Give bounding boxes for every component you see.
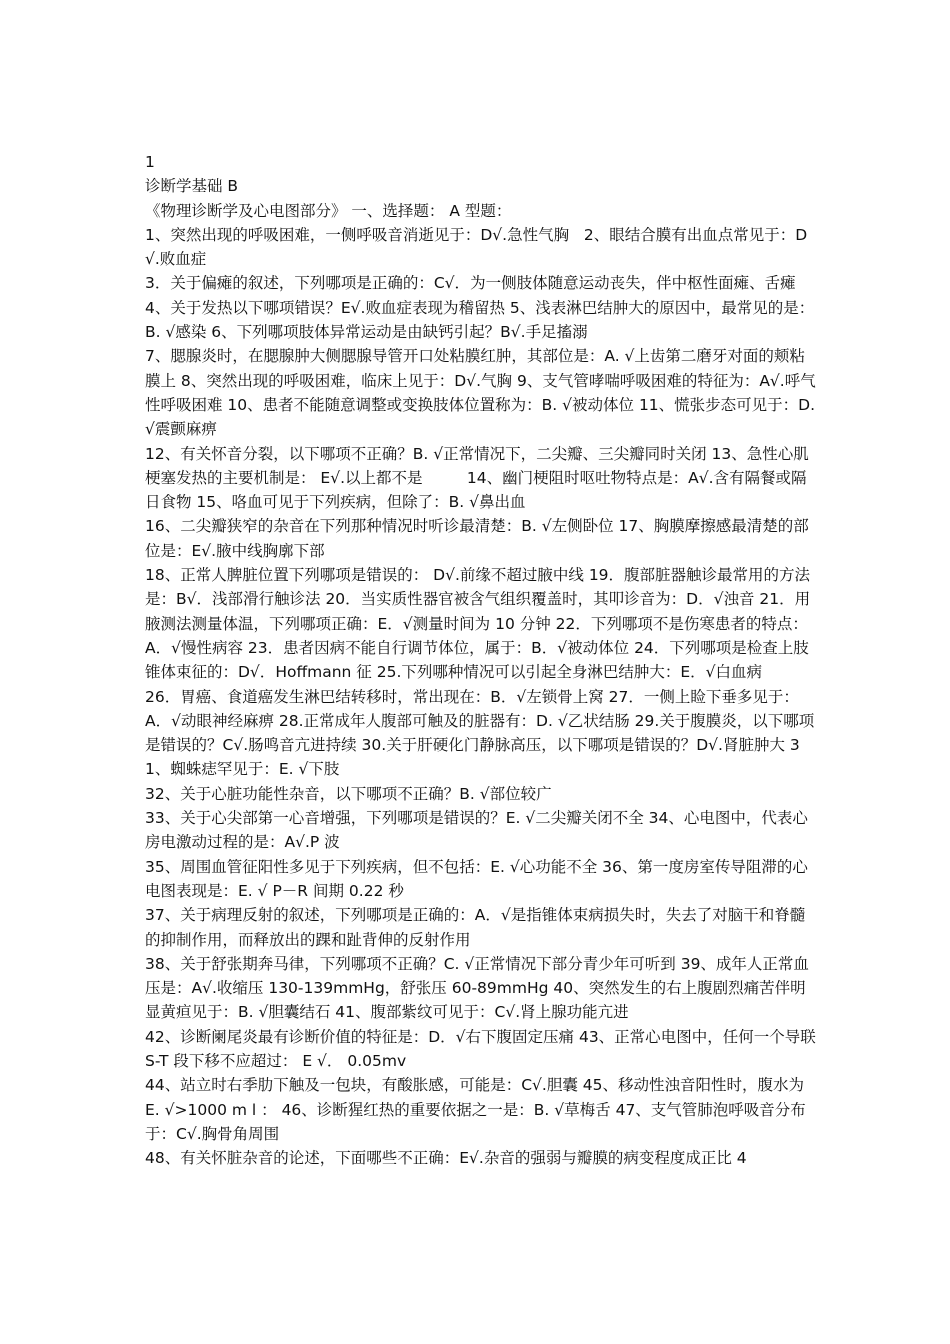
document-title: 诊断学基础 B: [145, 177, 239, 196]
paragraph: 26．胃癌、食道癌发生淋巴结转移时，常出现在：B．√左锁骨上窝 27．一侧上睑下垂多见于：A．√动眼神经麻痹 28.正常成年人腹部可触及的脏器有：D. √乙状结肠 29.关于腹膜炎，以下哪项是错误的？C√.肠鸣音亢进持续 30.关于肝硬化门静脉高压，以下哪项是错误的？D√.肾脏肿大 31、蜘蛛痣罕见于：E. √下肢: [145, 687, 815, 779]
paragraph: 32、关于心脏功能性杂音，以下哪项不正确？B. √部位较广: [145, 784, 552, 803]
paragraph: 18、正常人脾脏位置下列哪项是错误的： D√.前缘不超过腋中线 19．腹部脏器触诊最常用的方法是：B√．浅部滑行触诊法 20．当实质性器官被含气组织覆盖时，其叩诊音为：D．√浊音 21．用腋测法测量体温，下列哪项正确：E．√测量时间为 10 分钟 22．下列哪项不是伤寒患者的特点：A．√慢性病容 23．患者因病不能自行调节体位，属于：B．√被动体位 24．下列哪项是检查上肢锥体束征的：D√．Hoffmann 征 25.下列哪种情况可以引起全身淋巴结肿大：E．√白血病: [145, 566, 811, 682]
paragraph: 12、有关怀音分裂，以下哪项不正确？B. √正常情况下，二尖瓣、三尖瓣同时关闭 13、急性心肌梗塞发热的主要机制是： E√.以上都不是 14、幽门梗阻时呕吐物特点是：A√.含有隔餐或隔日食物 15、咯血可见于下列疾病，但除了：B. √鼻出血: [145, 444, 809, 512]
section-heading: 《物理诊断学及心电图部分》 一、选择题： A 型题：: [145, 201, 512, 220]
page-number: 1: [145, 153, 155, 171]
document-page: [145, 150, 821, 1170]
paragraph: 16、二尖瓣狭窄的杂音在下列那种情况时听诊最清楚：B. √左侧卧位 17、胸膜摩擦感最清楚的部位是：E√.腋中线胸廓下部: [145, 517, 809, 560]
paragraph: 37、关于病理反射的叙述，下列哪项是正确的：A．√是指锥体束病损失时，失去了对脑干和脊髓的抑制作用，而释放出的踝和趾背伸的反射作用: [145, 906, 806, 949]
paragraph: 1、突然出现的呼吸困难，一侧呼吸音消逝见于：D√.急性气胸 2、眼结合膜有出血点常见于：D√.败血症: [145, 225, 808, 269]
paragraph: 44、站立时右季肋下触及一包块，有酸胀感，可能是：C√.胆囊 45、移动性浊音阳性时，腹水为 E. √>1000 m l ： 46、诊断猩红热的重要依据之一是：B. √草梅舌 47、支气管肺泡呼吸音分布于：C√.胸骨角周围: [145, 1076, 809, 1143]
paragraph: 33、关于心尖部第一心音增强，下列哪项是错误的？E. √二尖瓣关闭不全 34、心电图中，代表心房电激动过程的是：A√.P 波: [145, 809, 808, 852]
paragraph: 38、关于舒张期奔马律，下列哪项不正确？C. √正常情况下部分青少年可听到 39、成年人正常血压是：A√.收缩压 130-139mmHg，舒张压 60-89mmHg 40、突然发生的右上腹剧烈痛苦伴明显黄疸见于：B. √胆囊结石 41、腹部紫纹可见于：C√.肾上腺功能亢进: [145, 954, 809, 1022]
paragraph: 35、周围血管征阳性多见于下列疾病，但不包括：E. √心功能不全 36、第一度房室传导阻滞的心电图表现是：E. √ P－R 间期 0.22 秒: [145, 857, 808, 900]
paragraph: 48、有关怀脏杂音的论述，下面哪些不正确：E√.杂音的强弱与瓣膜的病变程度成正比 4: [145, 1149, 747, 1168]
paragraph: 3．关于偏瘫的叙述，下列哪项是正确的：C√．为一侧肢体随意运动丧失，伴中枢性面瘫、舌瘫 4、关于发热以下哪项错误？E√.败血症表现为稽留热 5、浅表淋巴结肿大的原因中，最常见的是：B. √感染 6、下列哪项肢体异常运动是由缺钙引起？B√.手足搐溺: [145, 274, 815, 342]
paragraph: 7、腮腺炎时，在腮腺肿大侧腮腺导管开口处粘膜红肿，其部位是：A. √上齿第二磨牙对面的颊粘膜上 8、突然出现的呼吸困难，临床上见于：D√.气胸 9、支气管哮喘呼吸困难的特征为：A√.呼气性呼吸困难 10、患者不能随意调整或变换肢体位置称为：B. √被动体位 11、慌张步态可见于：D. √震颤麻痹: [145, 347, 820, 439]
paragraph: 42、诊断阑尾炎最有诊断价值的特征是：D．√右下腹固定压痛 43、正常心电图中，任何一个导联 S-T 段下移不应超过： E √． 0.05mv: [145, 1027, 821, 1070]
